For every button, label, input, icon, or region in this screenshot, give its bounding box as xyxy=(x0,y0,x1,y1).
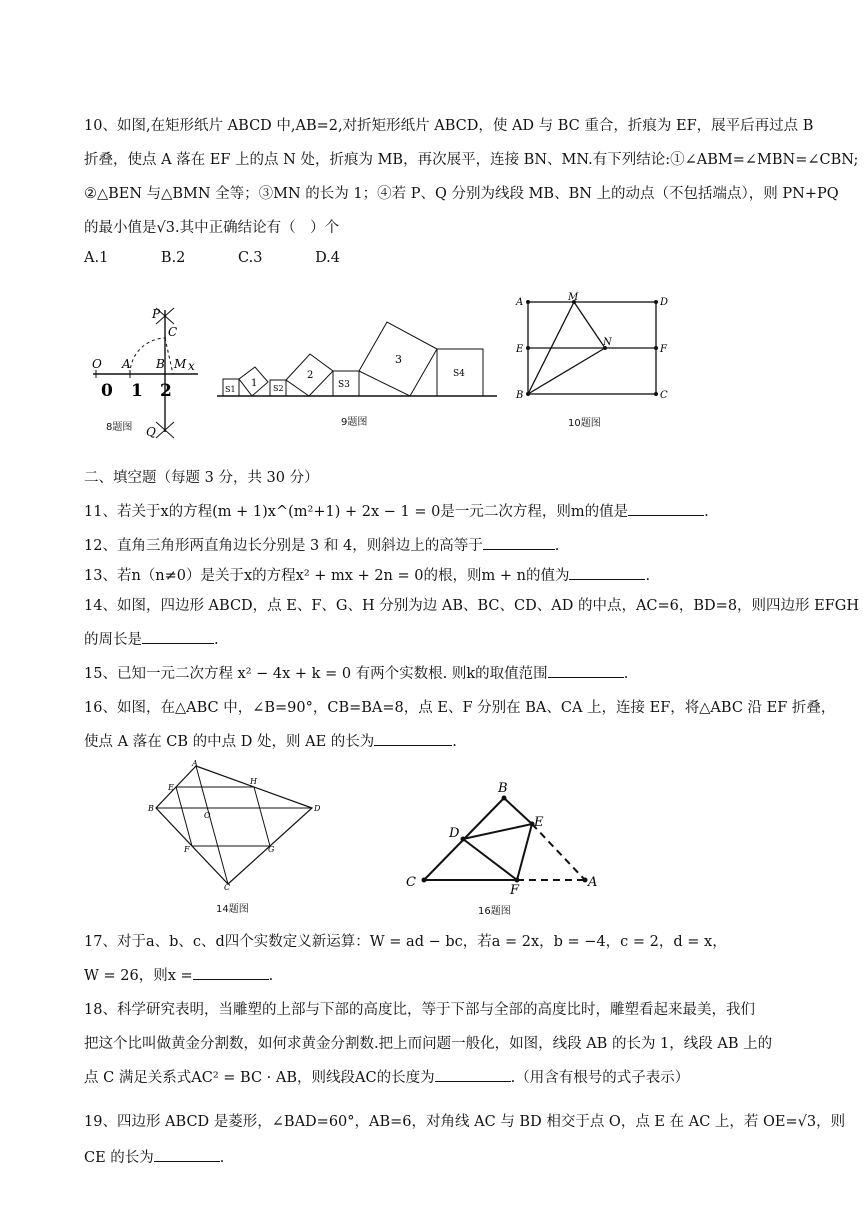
choice-b: B.2 xyxy=(160,250,186,266)
label-e: E xyxy=(516,344,524,355)
caption-fig8: 8题图 xyxy=(106,422,133,433)
label-c: C xyxy=(168,325,178,339)
figure-14 xyxy=(146,760,326,915)
label-s3: S3 xyxy=(338,380,350,390)
label-m: M xyxy=(174,357,187,371)
label-d: D xyxy=(449,826,460,841)
caption-fig10: 10题图 xyxy=(568,418,601,429)
label-a: A xyxy=(588,875,598,890)
figure-8 xyxy=(88,298,203,440)
label-sq1: 1 xyxy=(251,378,258,389)
q13: 13、若n（n≠0）是关于x的方程x² + mx + 2n = 0的根，则m + n的值为 . xyxy=(84,564,650,585)
q17-line1: 17、对于a、b、c、d四个实数定义新运算：W = ad − bc，若a = 2x，b = −4，c = 2，d = x， xyxy=(84,934,727,950)
choice-c: C.3 xyxy=(238,250,263,266)
label-c: C xyxy=(660,390,668,401)
label-f: F xyxy=(660,344,667,355)
label-o: O xyxy=(204,811,211,820)
label-d: D xyxy=(314,804,321,813)
label-p: P xyxy=(152,307,161,321)
q16-line2: 使点 A 落在 CB 的中点 D 处，则 AE 的长为 . xyxy=(84,730,457,751)
q10-choices xyxy=(84,250,388,266)
label-b: B xyxy=(498,781,508,796)
q19-line1: 19、四边形 ABCD 是菱形，∠BAD=60°，AB=6，对角线 AC 与 BD 相交于点 O，点 E 在 AC 上，若 OE=√3，则 xyxy=(84,1114,846,1130)
figure-9 xyxy=(215,316,500,428)
label-c: C xyxy=(406,875,416,890)
figure-16 xyxy=(400,776,610,917)
label-s2: S2 xyxy=(273,384,284,393)
label-o: O xyxy=(92,357,102,371)
q17-line2: W = 26，则x = . xyxy=(84,964,273,985)
q14-line1: 14、如图，四边形 ABCD，点 E、F、G、H 分别为边 AB、BC、CD、AD 的中点，AC=6，BD=8，则四边形 EFGH xyxy=(84,598,860,614)
label-b: B xyxy=(516,390,524,401)
q18-line3: 点 C 满足关系式AC² = BC · AB，则线段AC的长度为 .（用含有根号的式子表示） xyxy=(84,1066,689,1087)
caption-fig9: 9题图 xyxy=(341,417,368,428)
label-f: F xyxy=(184,845,190,854)
q12: 12、直角三角形两直角边长分别是 3 和 4，则斜边上的高等于 . xyxy=(84,534,559,555)
label-c: C xyxy=(224,883,231,890)
q19-line2: CE 的长为 . xyxy=(84,1146,224,1167)
label-sq2: 2 xyxy=(307,370,314,381)
label-b: B xyxy=(148,804,154,813)
label-b: B xyxy=(156,357,165,371)
label-n: N xyxy=(603,337,612,348)
section-title: 二、填空题（每题 3 分，共 30 分） xyxy=(84,470,319,486)
label-s4: S4 xyxy=(453,369,465,379)
label-a: A xyxy=(122,357,131,371)
q10-line4: 的最小值是√3.其中正确结论有（ ）个 xyxy=(84,220,340,236)
choice-d: D.4 xyxy=(315,250,341,266)
label-a: A xyxy=(192,760,198,768)
label-m: M xyxy=(568,292,579,303)
q11: 11、若关于x的方程(m + 1)x^(m²+1) + 2x − 1 = 0是一元二次方程，则m的值是 . xyxy=(84,500,709,521)
tick-0: 0 xyxy=(101,381,113,401)
label-h: H xyxy=(250,777,257,786)
choice-a: A.1 xyxy=(84,250,109,266)
q10-line3: ②△BEN 与△BMN 全等；③MN 的长为 1；④若 P、Q 分别为线段 MB、BN 上的动点（不包括端点），则 PN+PQ xyxy=(84,186,839,202)
tick-2: 2 xyxy=(160,381,172,401)
label-a: A xyxy=(516,297,524,308)
label-q: Q xyxy=(146,425,156,439)
caption-fig14: 14题图 xyxy=(216,904,249,915)
label-e: E xyxy=(534,815,544,830)
tick-1: 1 xyxy=(131,381,143,401)
label-d: D xyxy=(660,297,669,308)
label-g: G xyxy=(268,845,275,854)
q18-line2: 把这个比叫做黄金分割数，如何求黄金分割数.把上而问题一般化，如图，线段 AB 的长为 1，线段 AB 上的 xyxy=(84,1036,773,1052)
label-f: F xyxy=(510,883,520,894)
label-s1: S1 xyxy=(225,385,236,394)
caption-fig16: 16题图 xyxy=(478,906,511,917)
label-x: x xyxy=(188,359,195,373)
q10-line1: 10、如图,在矩形纸片 ABCD 中,AB=2,对折矩形纸片 ABCD，使 AD 与 BC 重合，折痕为 EF，展平后再过点 B xyxy=(84,118,814,134)
q18-line1: 18、科学研究表明，当雕塑的上部与下部的高度比，等于下部与全部的高度比时，雕塑看起来最美，我们 xyxy=(84,1002,755,1018)
label-sq3: 3 xyxy=(395,353,402,366)
figure-10 xyxy=(510,292,680,429)
q10-line2: 折叠，使点 A 落在 EF 上的点 N 处，折痕为 MB，再次展平，连接 BN、MN.有下列结论:①∠ABM=∠MBN=∠CBN; xyxy=(84,152,859,168)
q15: 15、已知一元二次方程 x² − 4x + k = 0 有两个实数根. 则k的取值范围 . xyxy=(84,662,628,683)
q14-line2: 的周长是 . xyxy=(84,628,219,649)
q16-line1: 16、如图，在△ABC 中，∠B=90°，CB=BA=8，点 E、F 分别在 BA、CA 上，连接 EF，将△ABC 沿 EF 折叠， xyxy=(84,700,836,716)
label-e: E xyxy=(168,783,174,792)
